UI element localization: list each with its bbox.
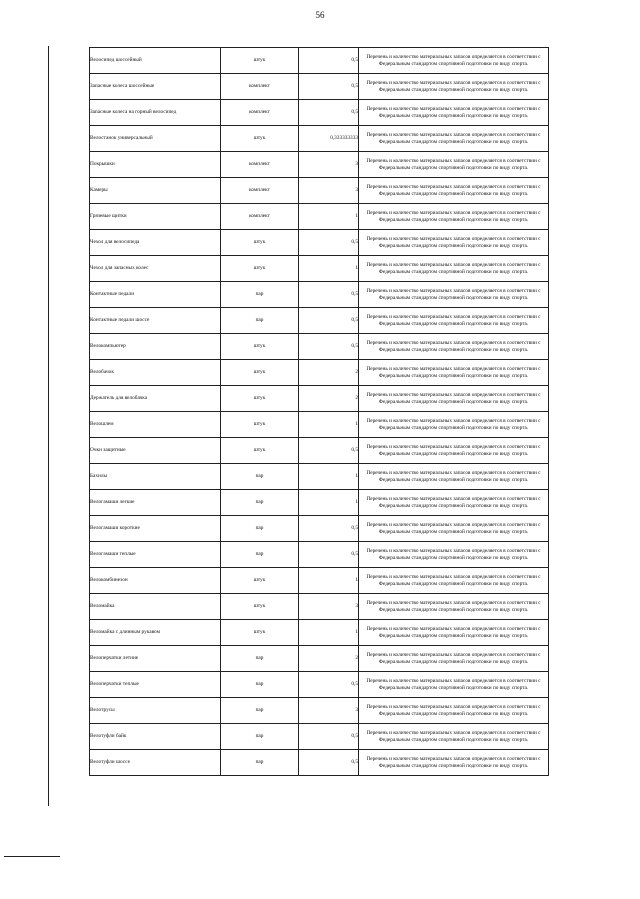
item-unit-cell: штук	[221, 386, 299, 412]
item-name-cell: Запасные колеса шоссейные	[90, 74, 221, 100]
item-note-cell: Перечень и количество материальных запасов определяется в соответствии с Федеральным стандартом спортивной подготовки по виду спорта.	[359, 334, 549, 360]
item-note-cell: Перечень и количество материальных запасов определяется в соответствии с Федеральным стандартом спортивной подготовки по виду спорта.	[359, 230, 549, 256]
item-unit-cell: пар	[221, 750, 299, 776]
table-row	[90, 74, 549, 100]
item-quantity-cell: 2	[299, 386, 359, 412]
item-unit-cell: штук	[221, 594, 299, 620]
item-quantity-cell: 0,5	[299, 672, 359, 698]
item-name-cell: Велогамаши легкие	[90, 490, 221, 516]
item-name-cell: Велотрусы	[90, 698, 221, 724]
item-note-cell: Перечень и количество материальных запасов определяется в соответствии с Федеральным стандартом спортивной подготовки по виду спорта.	[359, 568, 549, 594]
item-name-cell: Велосипед шоссейный	[90, 48, 221, 74]
item-name-cell: Держатель для велобачка	[90, 386, 221, 412]
item-unit-cell: пар	[221, 646, 299, 672]
item-quantity-cell: 3	[299, 178, 359, 204]
item-unit-cell: штук	[221, 620, 299, 646]
item-quantity-cell: 1	[299, 412, 359, 438]
item-quantity-cell: 0,5	[299, 542, 359, 568]
item-note-cell: Перечень и количество материальных запасов определяется в соответствии с Федеральным стандартом спортивной подготовки по виду спорта.	[359, 464, 549, 490]
item-name-cell: Покрышки	[90, 152, 221, 178]
table-row	[90, 698, 549, 724]
item-note-cell: Перечень и количество материальных запасов определяется в соответствии с Федеральным стандартом спортивной подготовки по виду спорта.	[359, 152, 549, 178]
item-note-cell: Перечень и количество материальных запасов определяется в соответствии с Федеральным стандартом спортивной подготовки по виду спорта.	[359, 178, 549, 204]
item-quantity-cell: 0,5	[299, 100, 359, 126]
table-row	[90, 308, 549, 334]
item-note-cell: Перечень и количество материальных запасов определяется в соответствии с Федеральным стандартом спортивной подготовки по виду спорта.	[359, 724, 549, 750]
table-row	[90, 152, 549, 178]
table-row	[90, 360, 549, 386]
item-quantity-cell: 3	[299, 594, 359, 620]
item-note-cell: Перечень и количество материальных запасов определяется в соответствии с Федеральным стандартом спортивной подготовки по виду спорта.	[359, 542, 549, 568]
item-name-cell: Велогамаши теплые	[90, 542, 221, 568]
item-unit-cell: пар	[221, 308, 299, 334]
item-note-cell: Перечень и количество материальных запасов определяется в соответствии с Федеральным стандартом спортивной подготовки по виду спорта.	[359, 100, 549, 126]
item-quantity-cell: 3	[299, 698, 359, 724]
item-quantity-cell: 2	[299, 646, 359, 672]
item-note-cell: Перечень и количество материальных запасов определяется в соответствии с Федеральным стандартом спортивной подготовки по виду спорта.	[359, 672, 549, 698]
item-name-cell: Веломайка	[90, 594, 221, 620]
footnote-separator	[4, 856, 60, 857]
table-row	[90, 464, 549, 490]
item-name-cell: Очки защитные	[90, 438, 221, 464]
item-unit-cell: пар	[221, 464, 299, 490]
item-unit-cell: пар	[221, 282, 299, 308]
table-row	[90, 178, 549, 204]
table-row	[90, 386, 549, 412]
item-unit-cell: пар	[221, 542, 299, 568]
item-quantity-cell: 0,5	[299, 724, 359, 750]
item-name-cell: Контактные педали шоссе	[90, 308, 221, 334]
item-unit-cell: штук	[221, 412, 299, 438]
item-name-cell: Велогамаши короткие	[90, 516, 221, 542]
item-note-cell: Перечень и количество материальных запасов определяется в соответствии с Федеральным стандартом спортивной подготовки по виду спорта.	[359, 308, 549, 334]
item-quantity-cell: 1	[299, 568, 359, 594]
item-unit-cell: комплект	[221, 74, 299, 100]
item-unit-cell: пар	[221, 672, 299, 698]
equipment-table-body	[90, 48, 549, 776]
table-row	[90, 568, 549, 594]
item-unit-cell: штук	[221, 230, 299, 256]
table-row	[90, 412, 549, 438]
item-name-cell: Велобачок	[90, 360, 221, 386]
table-row	[90, 230, 549, 256]
item-quantity-cell: 1	[299, 490, 359, 516]
item-unit-cell: штук	[221, 568, 299, 594]
table-row	[90, 334, 549, 360]
item-note-cell: Перечень и количество материальных запасов определяется в соответствии с Федеральным стандартом спортивной подготовки по виду спорта.	[359, 698, 549, 724]
page-number: 56	[315, 10, 325, 20]
item-quantity-cell: 0,5	[299, 438, 359, 464]
item-note-cell: Перечень и количество материальных запасов определяется в соответствии с Федеральным стандартом спортивной подготовки по виду спорта.	[359, 204, 549, 230]
item-quantity-cell: 3	[299, 152, 359, 178]
item-name-cell: Запасные колеса на горный велосипед	[90, 100, 221, 126]
table-row	[90, 594, 549, 620]
table-row	[90, 282, 549, 308]
item-name-cell: Велоперчатки теплые	[90, 672, 221, 698]
item-unit-cell: штук	[221, 334, 299, 360]
item-quantity-cell: 0,5	[299, 750, 359, 776]
item-unit-cell: пар	[221, 698, 299, 724]
equipment-table	[89, 47, 549, 776]
margin-line	[48, 46, 49, 806]
item-name-cell: Чехол для велосипеда	[90, 230, 221, 256]
table-row	[90, 672, 549, 698]
table-row	[90, 724, 549, 750]
table-row	[90, 48, 549, 74]
item-name-cell: Контактные педали	[90, 282, 221, 308]
item-quantity-cell: 1	[299, 620, 359, 646]
item-quantity-cell: 2	[299, 360, 359, 386]
table-row	[90, 204, 549, 230]
item-note-cell: Перечень и количество материальных запасов определяется в соответствии с Федеральным стандартом спортивной подготовки по виду спорта.	[359, 646, 549, 672]
item-unit-cell: комплект	[221, 204, 299, 230]
item-name-cell: Велоперчатки летние	[90, 646, 221, 672]
item-unit-cell: штук	[221, 360, 299, 386]
item-note-cell: Перечень и количество материальных запасов определяется в соответствии с Федеральным стандартом спортивной подготовки по виду спорта.	[359, 360, 549, 386]
item-unit-cell: штук	[221, 126, 299, 152]
item-unit-cell: пар	[221, 490, 299, 516]
item-unit-cell: комплект	[221, 152, 299, 178]
table-row	[90, 438, 549, 464]
item-note-cell: Перечень и количество материальных запасов определяется в соответствии с Федеральным стандартом спортивной подготовки по виду спорта.	[359, 412, 549, 438]
item-name-cell: Бахилы	[90, 464, 221, 490]
item-name-cell: Велокомпьютер	[90, 334, 221, 360]
item-note-cell: Перечень и количество материальных запасов определяется в соответствии с Федеральным стандартом спортивной подготовки по виду спорта.	[359, 438, 549, 464]
item-note-cell: Перечень и количество материальных запасов определяется в соответствии с Федеральным стандартом спортивной подготовки по виду спорта.	[359, 126, 549, 152]
table-row	[90, 646, 549, 672]
table-row	[90, 516, 549, 542]
item-name-cell: Велокомбинезон	[90, 568, 221, 594]
item-unit-cell: пар	[221, 516, 299, 542]
item-note-cell: Перечень и количество материальных запасов определяется в соответствии с Федеральным стандартом спортивной подготовки по виду спорта.	[359, 620, 549, 646]
item-name-cell: Велотуфли шоссе	[90, 750, 221, 776]
item-name-cell: Велостанок универсальный	[90, 126, 221, 152]
item-unit-cell: штук	[221, 256, 299, 282]
item-name-cell: Веломайка с длинным рукавом	[90, 620, 221, 646]
table-row	[90, 542, 549, 568]
table-row	[90, 620, 549, 646]
item-unit-cell: комплект	[221, 178, 299, 204]
item-note-cell: Перечень и количество материальных запасов определяется в соответствии с Федеральным стандартом спортивной подготовки по виду спорта.	[359, 490, 549, 516]
item-quantity-cell: 0,333333333	[299, 126, 359, 152]
item-quantity-cell: 0,5	[299, 282, 359, 308]
item-note-cell: Перечень и количество материальных запасов определяется в соответствии с Федеральным стандартом спортивной подготовки по виду спорта.	[359, 74, 549, 100]
table-row	[90, 126, 549, 152]
item-note-cell: Перечень и количество материальных запасов определяется в соответствии с Федеральным стандартом спортивной подготовки по виду спорта.	[359, 256, 549, 282]
item-note-cell: Перечень и количество материальных запасов определяется в соответствии с Федеральным стандартом спортивной подготовки по виду спорта.	[359, 516, 549, 542]
item-note-cell: Перечень и количество материальных запасов определяется в соответствии с Федеральным стандартом спортивной подготовки по виду спорта.	[359, 750, 549, 776]
item-note-cell: Перечень и количество материальных запасов определяется в соответствии с Федеральным стандартом спортивной подготовки по виду спорта.	[359, 386, 549, 412]
table-row	[90, 100, 549, 126]
item-unit-cell: комплект	[221, 100, 299, 126]
item-name-cell: Велошлем	[90, 412, 221, 438]
table-row	[90, 490, 549, 516]
item-unit-cell: пар	[221, 724, 299, 750]
table-row	[90, 256, 549, 282]
item-quantity-cell: 0,5	[299, 334, 359, 360]
item-note-cell: Перечень и количество материальных запасов определяется в соответствии с Федеральным стандартом спортивной подготовки по виду спорта.	[359, 282, 549, 308]
item-name-cell: Велотуфли байк	[90, 724, 221, 750]
item-name-cell: Чехол для запасных колес	[90, 256, 221, 282]
item-quantity-cell: 1	[299, 204, 359, 230]
item-quantity-cell: 1	[299, 256, 359, 282]
item-quantity-cell: 0,5	[299, 230, 359, 256]
item-quantity-cell: 0,5	[299, 74, 359, 100]
item-name-cell: Грязевые щитки	[90, 204, 221, 230]
item-quantity-cell: 0,5	[299, 516, 359, 542]
item-note-cell: Перечень и количество материальных запасов определяется в соответствии с Федеральным стандартом спортивной подготовки по виду спорта.	[359, 594, 549, 620]
item-name-cell: Камеры	[90, 178, 221, 204]
item-quantity-cell: 0,5	[299, 308, 359, 334]
table-row	[90, 750, 549, 776]
item-unit-cell: штук	[221, 438, 299, 464]
item-quantity-cell: 1	[299, 464, 359, 490]
item-note-cell: Перечень и количество материальных запасов определяется в соответствии с Федеральным стандартом спортивной подготовки по виду спорта.	[359, 48, 549, 74]
item-quantity-cell: 0,5	[299, 48, 359, 74]
item-unit-cell: штук	[221, 48, 299, 74]
